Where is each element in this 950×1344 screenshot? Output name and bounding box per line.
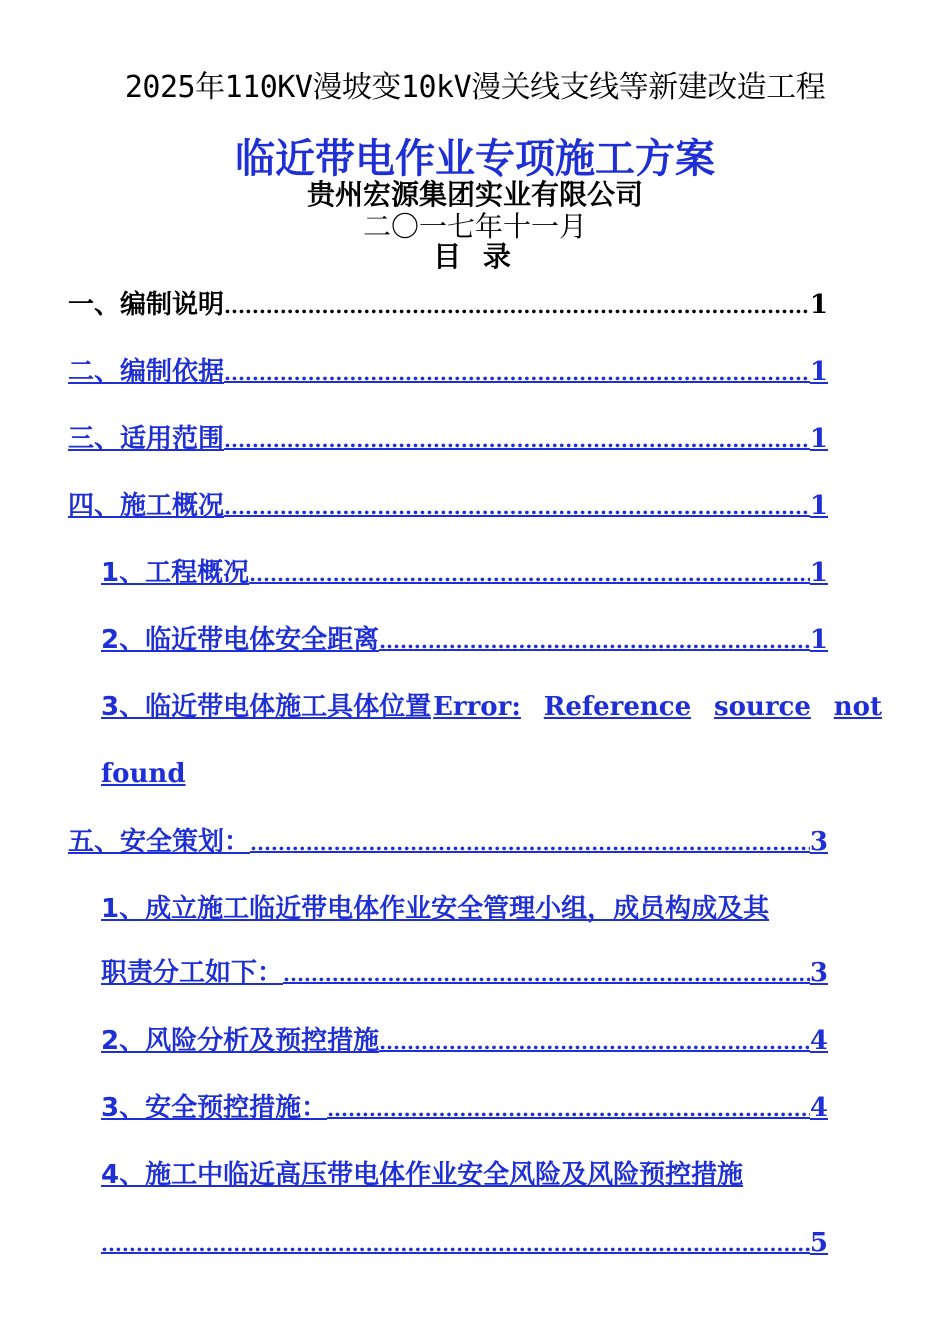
toc-entry-construction-overview[interactable]	[68, 489, 828, 524]
toc-page-number: 1	[809, 424, 828, 454]
toc-page-number: 3	[809, 958, 828, 988]
toc-heading: 目 录	[433, 240, 517, 273]
toc-entry-label: 一、编制说明	[68, 290, 225, 320]
toc-entry-high-voltage-risk-cont[interactable]	[101, 1226, 828, 1261]
toc-page-number: 1	[809, 491, 828, 521]
toc-leader-dots	[224, 356, 810, 390]
toc-leader-dots	[327, 1092, 810, 1126]
toc-entry-continuation[interactable]: found	[101, 759, 186, 789]
toc-entry-risk-analysis[interactable]	[101, 1024, 828, 1059]
project-title: 2025年110KV漫坡变10kV漫关线支线等新建改造工程	[124, 70, 826, 105]
toc-page-number: 1	[809, 357, 828, 387]
toc-leader-dots	[101, 1227, 810, 1261]
toc-page-number: 5	[809, 1228, 828, 1258]
toc-entry-label: 2、风险分析及预控措施	[101, 1026, 380, 1056]
toc-entry-work-location[interactable]	[101, 690, 882, 724]
error-word: Reference	[543, 692, 692, 722]
toc-entry-label: 3、安全预控措施：	[101, 1093, 328, 1123]
toc-entry-high-voltage-risk[interactable]: 4、施工中临近高压带电体作业安全风险及风险预控措施	[101, 1160, 744, 1190]
toc-leader-dots	[379, 624, 810, 658]
reference-error-text	[431, 690, 882, 724]
toc-entry-label: 三、适用范围	[68, 424, 225, 454]
toc-entry-compilation-basis[interactable]	[68, 355, 828, 390]
toc-leader-dots	[224, 289, 810, 323]
main-title: 临近带电作业专项施工方案	[235, 136, 715, 182]
company-name: 贵州宏源集团实业有限公司	[306, 178, 643, 211]
toc-entry-safety-control[interactable]	[101, 1091, 828, 1126]
error-word: source	[713, 692, 811, 722]
document-date: 二〇一七年十一月	[362, 210, 587, 243]
error-word: not	[833, 692, 882, 722]
toc-leader-dots	[379, 1025, 810, 1059]
error-word: Error:	[433, 692, 521, 722]
toc-entry-label: 职责分工如下：	[101, 958, 284, 988]
toc-entry-label: 2、临近带电体安全距离	[101, 625, 380, 655]
toc-leader-dots	[224, 490, 810, 524]
toc-page-number: 1	[809, 290, 828, 320]
toc-entry-safety-team-cont[interactable]	[101, 956, 828, 991]
toc-page-number: 1	[809, 625, 828, 655]
toc-leader-dots	[283, 957, 810, 991]
toc-entry-label: 1、工程概况	[101, 558, 250, 588]
toc-page-number: 1	[809, 558, 828, 588]
toc-page-number: 4	[809, 1026, 828, 1056]
toc-entry-label: 二、编制依据	[68, 357, 225, 387]
toc-entry-label: 五、安全策划：	[68, 827, 251, 857]
toc-leader-dots	[250, 826, 810, 860]
toc-entry-safe-distance[interactable]	[101, 623, 828, 658]
toc-entry-compilation-notes[interactable]	[68, 288, 828, 323]
toc-entry-safety-planning[interactable]	[68, 825, 828, 860]
toc-page-number: 3	[809, 827, 828, 857]
toc-leader-dots	[249, 557, 810, 591]
toc-leader-dots	[224, 423, 810, 457]
toc-entry-project-overview[interactable]	[101, 556, 828, 591]
toc-entry-safety-team[interactable]: 1、成立施工临近带电体作业安全管理小组，成员构成及其	[101, 894, 770, 924]
toc-page-number: 4	[809, 1093, 828, 1123]
toc-entry-label: 3、临近带电体施工具体位置	[101, 692, 432, 722]
toc-entry-label: 四、施工概况	[68, 491, 225, 521]
toc-entry-scope[interactable]	[68, 422, 828, 457]
